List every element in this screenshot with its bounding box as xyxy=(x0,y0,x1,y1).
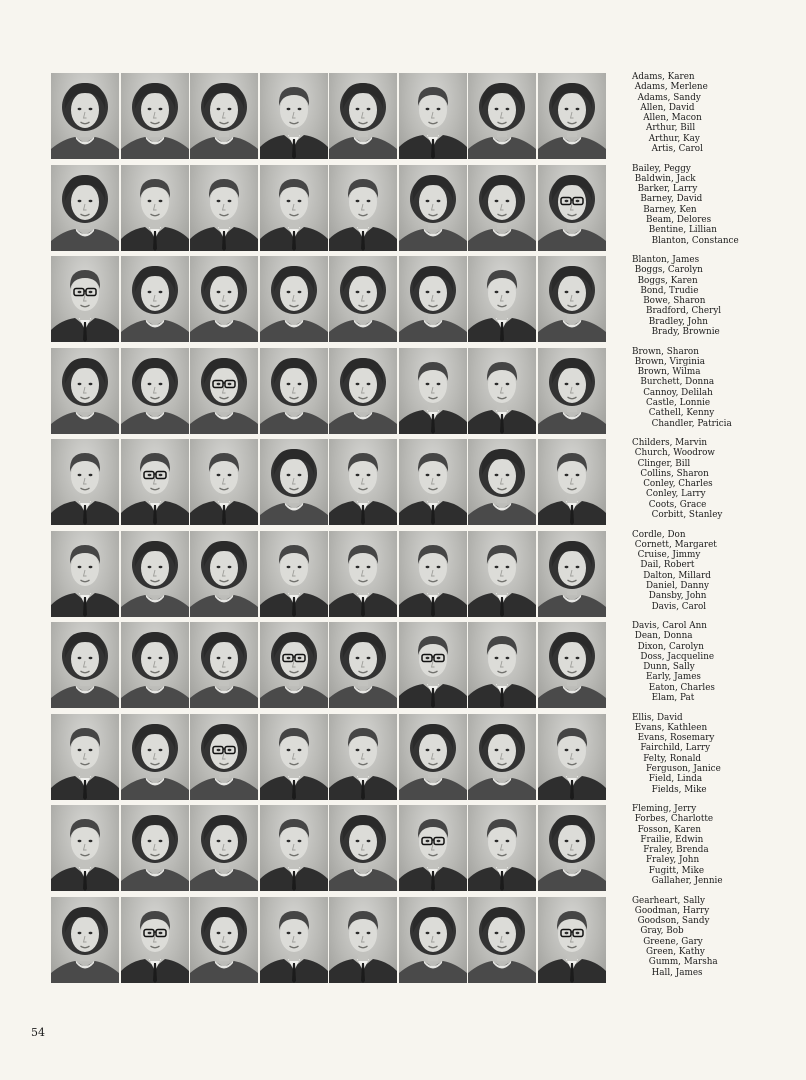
student-portrait xyxy=(329,348,397,434)
student-portrait xyxy=(399,73,467,159)
student-portrait xyxy=(121,73,189,159)
student-name: Goodman, Harry xyxy=(634,905,710,916)
name-block xyxy=(632,804,802,886)
student-name: Artis, Carol xyxy=(651,144,703,155)
student-portrait xyxy=(190,531,258,617)
student-name: Gallaher, Jennie xyxy=(651,876,723,887)
student-portrait xyxy=(121,897,189,983)
student-name: Blanton, James xyxy=(632,255,700,265)
student-name: Dansby, John xyxy=(648,591,707,602)
student-name: Elam, Pat xyxy=(651,693,695,704)
student-portrait xyxy=(399,348,467,434)
student-name: Ferguson, Janice xyxy=(646,763,721,774)
student-portrait xyxy=(190,622,258,708)
student-name: Hall, James xyxy=(651,967,703,978)
student-portrait xyxy=(51,714,119,800)
student-name: Bowe, Sharon xyxy=(643,296,706,307)
student-portrait xyxy=(260,256,328,342)
student-name: Fraley, John xyxy=(646,855,700,866)
student-portrait xyxy=(51,439,119,525)
student-name: Fraley, Brenda xyxy=(643,845,709,856)
student-name: Chandler, Patricia xyxy=(651,418,732,429)
student-name: Eaton, Charles xyxy=(648,682,715,693)
student-portrait xyxy=(121,256,189,342)
student-name: Davis, Carol xyxy=(651,601,707,612)
student-name: Cornett, Margaret xyxy=(634,539,717,550)
student-name: Collins, Sharon xyxy=(640,468,709,479)
student-name: Dail, Robert xyxy=(640,560,695,571)
student-portrait xyxy=(468,348,536,434)
student-name: Cannoy, Delilah xyxy=(643,387,713,398)
student-name: Arthur, Bill xyxy=(646,123,696,134)
name-block xyxy=(632,347,802,429)
student-name: Bond, Trudie xyxy=(640,285,699,296)
student-portrait xyxy=(399,165,467,251)
student-portrait xyxy=(190,805,258,891)
student-portrait xyxy=(399,439,467,525)
student-name: Barker, Larry xyxy=(637,184,698,195)
student-name: Adams, Karen xyxy=(632,72,695,82)
student-portrait xyxy=(190,256,258,342)
student-name: Fleming, Jerry xyxy=(632,804,697,814)
student-name: Dunn, Sally xyxy=(643,662,695,673)
student-name: Bradley, John xyxy=(648,316,708,327)
student-portrait xyxy=(329,531,397,617)
student-name: Dean, Donna xyxy=(634,631,693,642)
student-portrait xyxy=(468,439,536,525)
name-block xyxy=(632,72,802,154)
student-portrait xyxy=(190,165,258,251)
student-portrait xyxy=(121,714,189,800)
student-portrait xyxy=(121,622,189,708)
student-portrait xyxy=(260,805,328,891)
student-name: Barney, David xyxy=(640,194,703,205)
student-portrait xyxy=(260,622,328,708)
student-portrait xyxy=(468,256,536,342)
student-name: Childers, Marvin xyxy=(632,438,708,448)
student-name: Cruise, Jimmy xyxy=(637,550,701,561)
student-name: Evans, Rosemary xyxy=(637,733,715,744)
name-block xyxy=(632,438,802,520)
student-portrait xyxy=(260,531,328,617)
student-portrait xyxy=(121,805,189,891)
student-portrait xyxy=(468,714,536,800)
student-name: Brown, Sharon xyxy=(632,346,699,357)
student-portrait xyxy=(190,714,258,800)
student-portrait xyxy=(468,165,536,251)
student-name: Castle, Lonnie xyxy=(646,397,711,408)
student-name: Gearheart, Sally xyxy=(632,895,705,906)
student-name: Burchett, Donna xyxy=(640,377,715,388)
name-block xyxy=(632,255,802,337)
student-name: Allen, Macon xyxy=(643,113,702,124)
name-block xyxy=(632,896,802,978)
student-portrait xyxy=(399,897,467,983)
student-name: Adams, Sandy xyxy=(637,92,701,103)
student-name: Conley, Charles xyxy=(643,479,713,490)
student-name: Brown, Virginia xyxy=(634,356,705,367)
student-name: Corbitt, Stanley xyxy=(651,510,723,521)
student-portrait xyxy=(329,805,397,891)
student-portrait xyxy=(329,256,397,342)
student-portrait xyxy=(51,73,119,159)
student-portrait xyxy=(260,348,328,434)
portrait-grid xyxy=(51,73,606,983)
student-portrait xyxy=(399,714,467,800)
student-portrait xyxy=(538,348,606,434)
student-portrait xyxy=(190,348,258,434)
student-portrait xyxy=(190,439,258,525)
student-name: Gray, Bob xyxy=(640,926,684,937)
student-name: Brady, Brownie xyxy=(651,327,720,338)
student-name: Blanton, Constance xyxy=(651,235,739,246)
student-name: Cathell, Kenny xyxy=(648,408,715,419)
student-name: Conley, Larry xyxy=(646,489,706,500)
student-name: Forbes, Charlotte xyxy=(634,814,714,825)
student-portrait xyxy=(538,805,606,891)
student-portrait xyxy=(468,73,536,159)
student-name: Daniel, Danny xyxy=(646,580,709,591)
student-name: Greene, Gary xyxy=(643,936,703,947)
student-name: Baldwin, Jack xyxy=(634,173,696,184)
student-name: Gumm, Marsha xyxy=(648,957,718,968)
student-name: Green, Kathy xyxy=(646,946,705,957)
student-portrait xyxy=(329,165,397,251)
student-name: Church, Woodrow xyxy=(634,448,715,459)
student-portrait xyxy=(51,348,119,434)
student-portrait xyxy=(399,531,467,617)
student-name: Bentine, Lillian xyxy=(648,225,717,236)
student-portrait xyxy=(51,165,119,251)
student-name: Evans, Kathleen xyxy=(634,722,708,733)
student-portrait xyxy=(538,165,606,251)
student-portrait xyxy=(121,531,189,617)
student-portrait xyxy=(260,439,328,525)
student-portrait xyxy=(51,805,119,891)
student-portrait xyxy=(121,348,189,434)
student-portrait xyxy=(468,897,536,983)
student-portrait xyxy=(538,531,606,617)
student-portrait xyxy=(190,73,258,159)
student-portrait xyxy=(538,897,606,983)
student-name: Frailie, Edwin xyxy=(640,834,704,845)
student-name: Coots, Grace xyxy=(648,499,707,510)
student-portrait xyxy=(538,714,606,800)
student-portrait xyxy=(260,897,328,983)
student-name: Beam, Delores xyxy=(646,214,712,225)
student-portrait xyxy=(260,73,328,159)
student-portrait xyxy=(329,73,397,159)
student-portrait xyxy=(468,805,536,891)
student-portrait xyxy=(399,805,467,891)
student-portrait xyxy=(51,622,119,708)
name-block xyxy=(632,713,802,795)
student-portrait xyxy=(51,897,119,983)
student-portrait xyxy=(538,256,606,342)
student-name: Adams, Merlene xyxy=(634,82,708,93)
student-name: Bailey, Peggy xyxy=(632,163,691,174)
student-name: Brown, Wilma xyxy=(637,367,701,378)
name-block xyxy=(632,530,802,612)
name-block xyxy=(632,621,802,703)
student-portrait xyxy=(121,439,189,525)
student-portrait xyxy=(468,622,536,708)
student-portrait xyxy=(121,165,189,251)
student-portrait xyxy=(399,256,467,342)
name-block xyxy=(632,164,802,246)
student-name: Dixon, Carolyn xyxy=(637,641,704,652)
student-name: Allen, David xyxy=(640,102,695,113)
student-portrait xyxy=(51,256,119,342)
student-portrait xyxy=(538,622,606,708)
student-name: Fields, Mike xyxy=(651,784,707,795)
student-name: Boggs, Karen xyxy=(637,275,698,286)
student-name: Fugitt, Mike xyxy=(648,865,705,876)
student-name: Bradford, Cheryl xyxy=(646,306,722,317)
student-name: Felty, Ronald xyxy=(643,753,702,764)
student-name: Fairchild, Larry xyxy=(640,743,711,754)
student-portrait xyxy=(538,73,606,159)
student-portrait xyxy=(51,531,119,617)
student-portrait xyxy=(538,439,606,525)
student-portrait xyxy=(260,165,328,251)
student-name: Arthur, Kay xyxy=(648,133,700,144)
student-portrait xyxy=(468,531,536,617)
student-name: Boggs, Carolyn xyxy=(634,265,703,276)
student-name: Doss, Jacqueline xyxy=(640,651,715,662)
student-portrait xyxy=(329,439,397,525)
student-portrait xyxy=(329,897,397,983)
student-portrait xyxy=(329,714,397,800)
student-portrait xyxy=(190,897,258,983)
student-portrait xyxy=(329,622,397,708)
student-name: Goodson, Sandy xyxy=(637,916,710,927)
student-name: Ellis, David xyxy=(632,712,683,723)
student-name: Davis, Carol Ann xyxy=(632,621,707,631)
student-name: Barney, Ken xyxy=(643,204,697,215)
page-number: 54 xyxy=(31,1026,45,1039)
student-name: Cordle, Don xyxy=(632,529,686,540)
student-name: Field, Linda xyxy=(648,774,703,785)
student-name: Clinger, Bill xyxy=(637,458,691,469)
student-name: Early, James xyxy=(646,672,701,683)
student-portrait xyxy=(260,714,328,800)
student-name: Fosson, Karen xyxy=(637,824,701,835)
student-portrait xyxy=(399,622,467,708)
student-name: Dalton, Millard xyxy=(643,570,711,581)
